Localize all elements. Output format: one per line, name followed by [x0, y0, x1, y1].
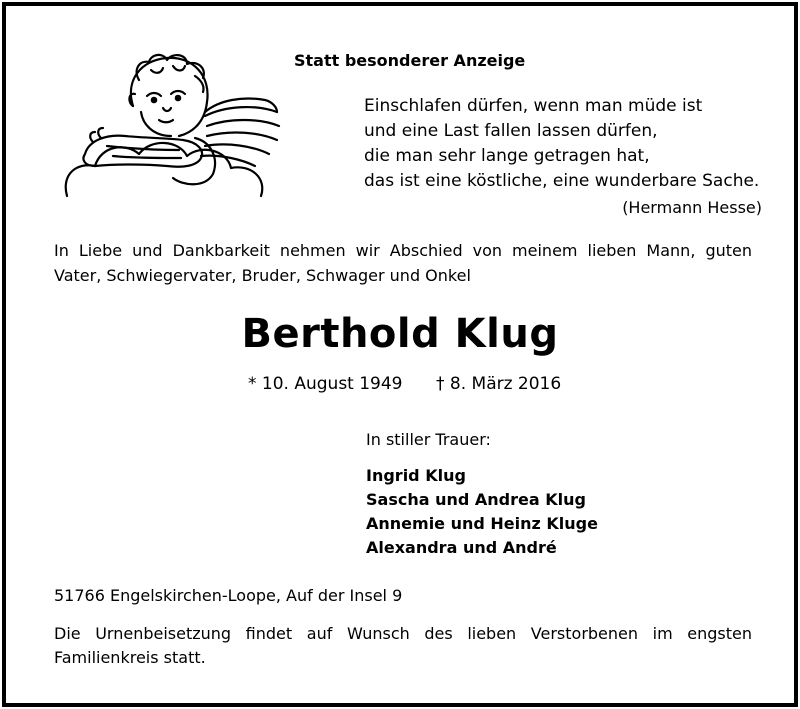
intro-text	[54, 238, 752, 288]
cherub-angel-icon	[55, 46, 285, 206]
mourning-label: In stiller Trauer:	[366, 430, 491, 449]
poem	[364, 94, 759, 194]
funeral-note	[54, 622, 752, 670]
mourners-list	[366, 464, 598, 560]
poem-line: das ist eine köstliche, eine wunderbare Sache.	[364, 171, 760, 191]
poem-line: und eine Last fallen lassen dürfen,	[364, 121, 658, 141]
poem-line: die man sehr lange getragen hat,	[364, 146, 650, 166]
notice-header: Statt besonderer Anzeige	[294, 51, 526, 70]
poem-line: Einschlafen dürfen, wenn man müde ist	[364, 96, 703, 116]
mourner-name: Annemie und Heinz Kluge	[366, 514, 598, 533]
obituary-notice	[2, 2, 798, 707]
poem-author: (Hermann Hesse)	[622, 198, 762, 217]
deceased-name: Berthold Klug	[241, 311, 559, 357]
intro-line: In Liebe und Dankbarkeit nehmen wir Abschied von meinem lieben Mann, guten	[54, 241, 752, 260]
birth-date: * 10. August 1949	[248, 374, 403, 394]
mourner-name: Alexandra und André	[366, 538, 557, 557]
funeral-line: Die Urnenbeisetzung findet auf Wunsch des lieben Verstorbenen im engsten	[54, 624, 752, 643]
intro-line: Vater, Schwiegervater, Bruder, Schwager und Onkel	[54, 266, 471, 285]
address: 51766 Engelskirchen-Loope, Auf der Insel 9	[54, 586, 403, 605]
mourner-name: Ingrid Klug	[366, 466, 466, 485]
mourner-name: Sascha und Andrea Klug	[366, 490, 586, 509]
life-dates	[248, 374, 562, 394]
funeral-line: Familienkreis statt.	[54, 648, 206, 667]
death-date: † 8. März 2016	[436, 374, 562, 394]
